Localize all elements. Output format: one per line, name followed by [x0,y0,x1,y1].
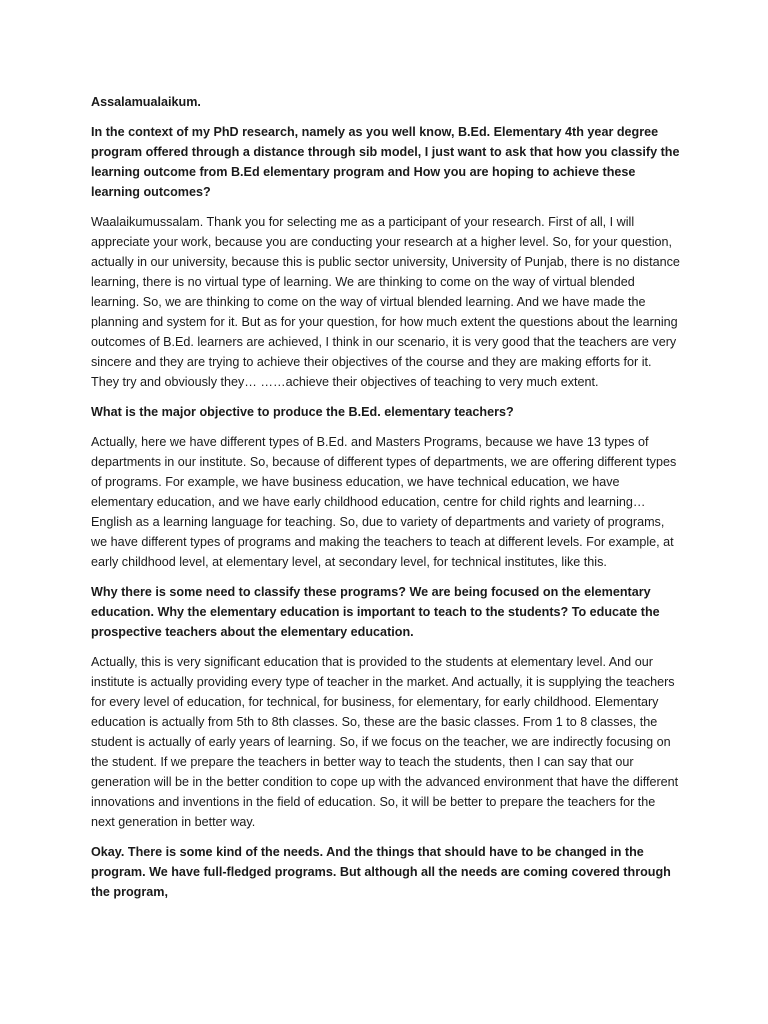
answer-3: Actually, this is very significant education that is provided to the students at elementary level. And our institute is actually providing every type of teacher in the market. And actually, it is supplying the teachers for every level of education, for technical, for business, for elementary, for early childhood. Elementary education is actually from 5th to 8th classes. So, these are the basic classes. From 1 to 8 classes, the student is actually of early years of learning. So, if we focus on the teacher, we are indirectly focusing on the student. If we prepare the teachers in better way to teach the students, then I can say that our generation will be in the better condition to cope up with the advanced environment that have the different innovations and inventions in the field of education. So, it will be better to prepare the teachers for the next generation in better way. [91,655,679,829]
question-4: Okay. There is some kind of the needs. And the things that should have to be changed in the program. We have full-fledged programs. But although all the needs are coming covered through the program, [91,845,671,899]
answer-1: Waalaikumussalam. Thank you for selecting me as a participant of your research. First of all, I will appreciate your work, because you are conducting your research at a higher level. So, for your question, actually in our university, because this is public sector university, University of Punjab, there is no distance learning, there is no virtual type of learning. We are thinking to come on the way of virtual blended learning. So, we are thinking to come on the way of virtual blended learning. And we have made the planning and system for it. But as for your question, for how much extent the questions about the learning outcomes of B.Ed. learners are achieved, I think in our scenario, it is very good that the teachers are very sincere and they are trying to achieve their objectives of the course and they are making efforts for it. They try and obviously they… ……achieve their objectives of teaching to very much extent. [91,215,680,389]
answer-2: Actually, here we have different types of B.Ed. and Masters Programs, because we have 13 types of departments in our institute. So, because of different types of departments, we are offering different types of programs. For example, we have business education, we have technical education, we have elementary education, and we have early childhood education, centre for child rights and learning… English as a learning language for teaching. So, due to variety of departments and variety of programs, we have different types of programs and making the teachers to teach at different levels. For example, at early childhood level, at elementary level, at secondary level, for technical institutes, like this. [91,435,677,569]
question-3: Why there is some need to classify these programs? We are being focused on the elementary education. Why the elementary education is important to teach to the students? To educate the prospective teachers about the elementary education. [91,585,660,639]
question-2: What is the major objective to produce the B.Ed. elementary teachers? [91,405,514,419]
greeting: Assalamualaikum. [91,95,201,109]
question-1: In the context of my PhD research, namely as you well know, B.Ed. Elementary 4th year degree program offered through a distance through sib model, I just want to ask that how you classify the learning outcome from B.Ed elementary program and How you are hoping to achieve these learning outcomes? [91,125,680,199]
document-body [91,92,681,912]
